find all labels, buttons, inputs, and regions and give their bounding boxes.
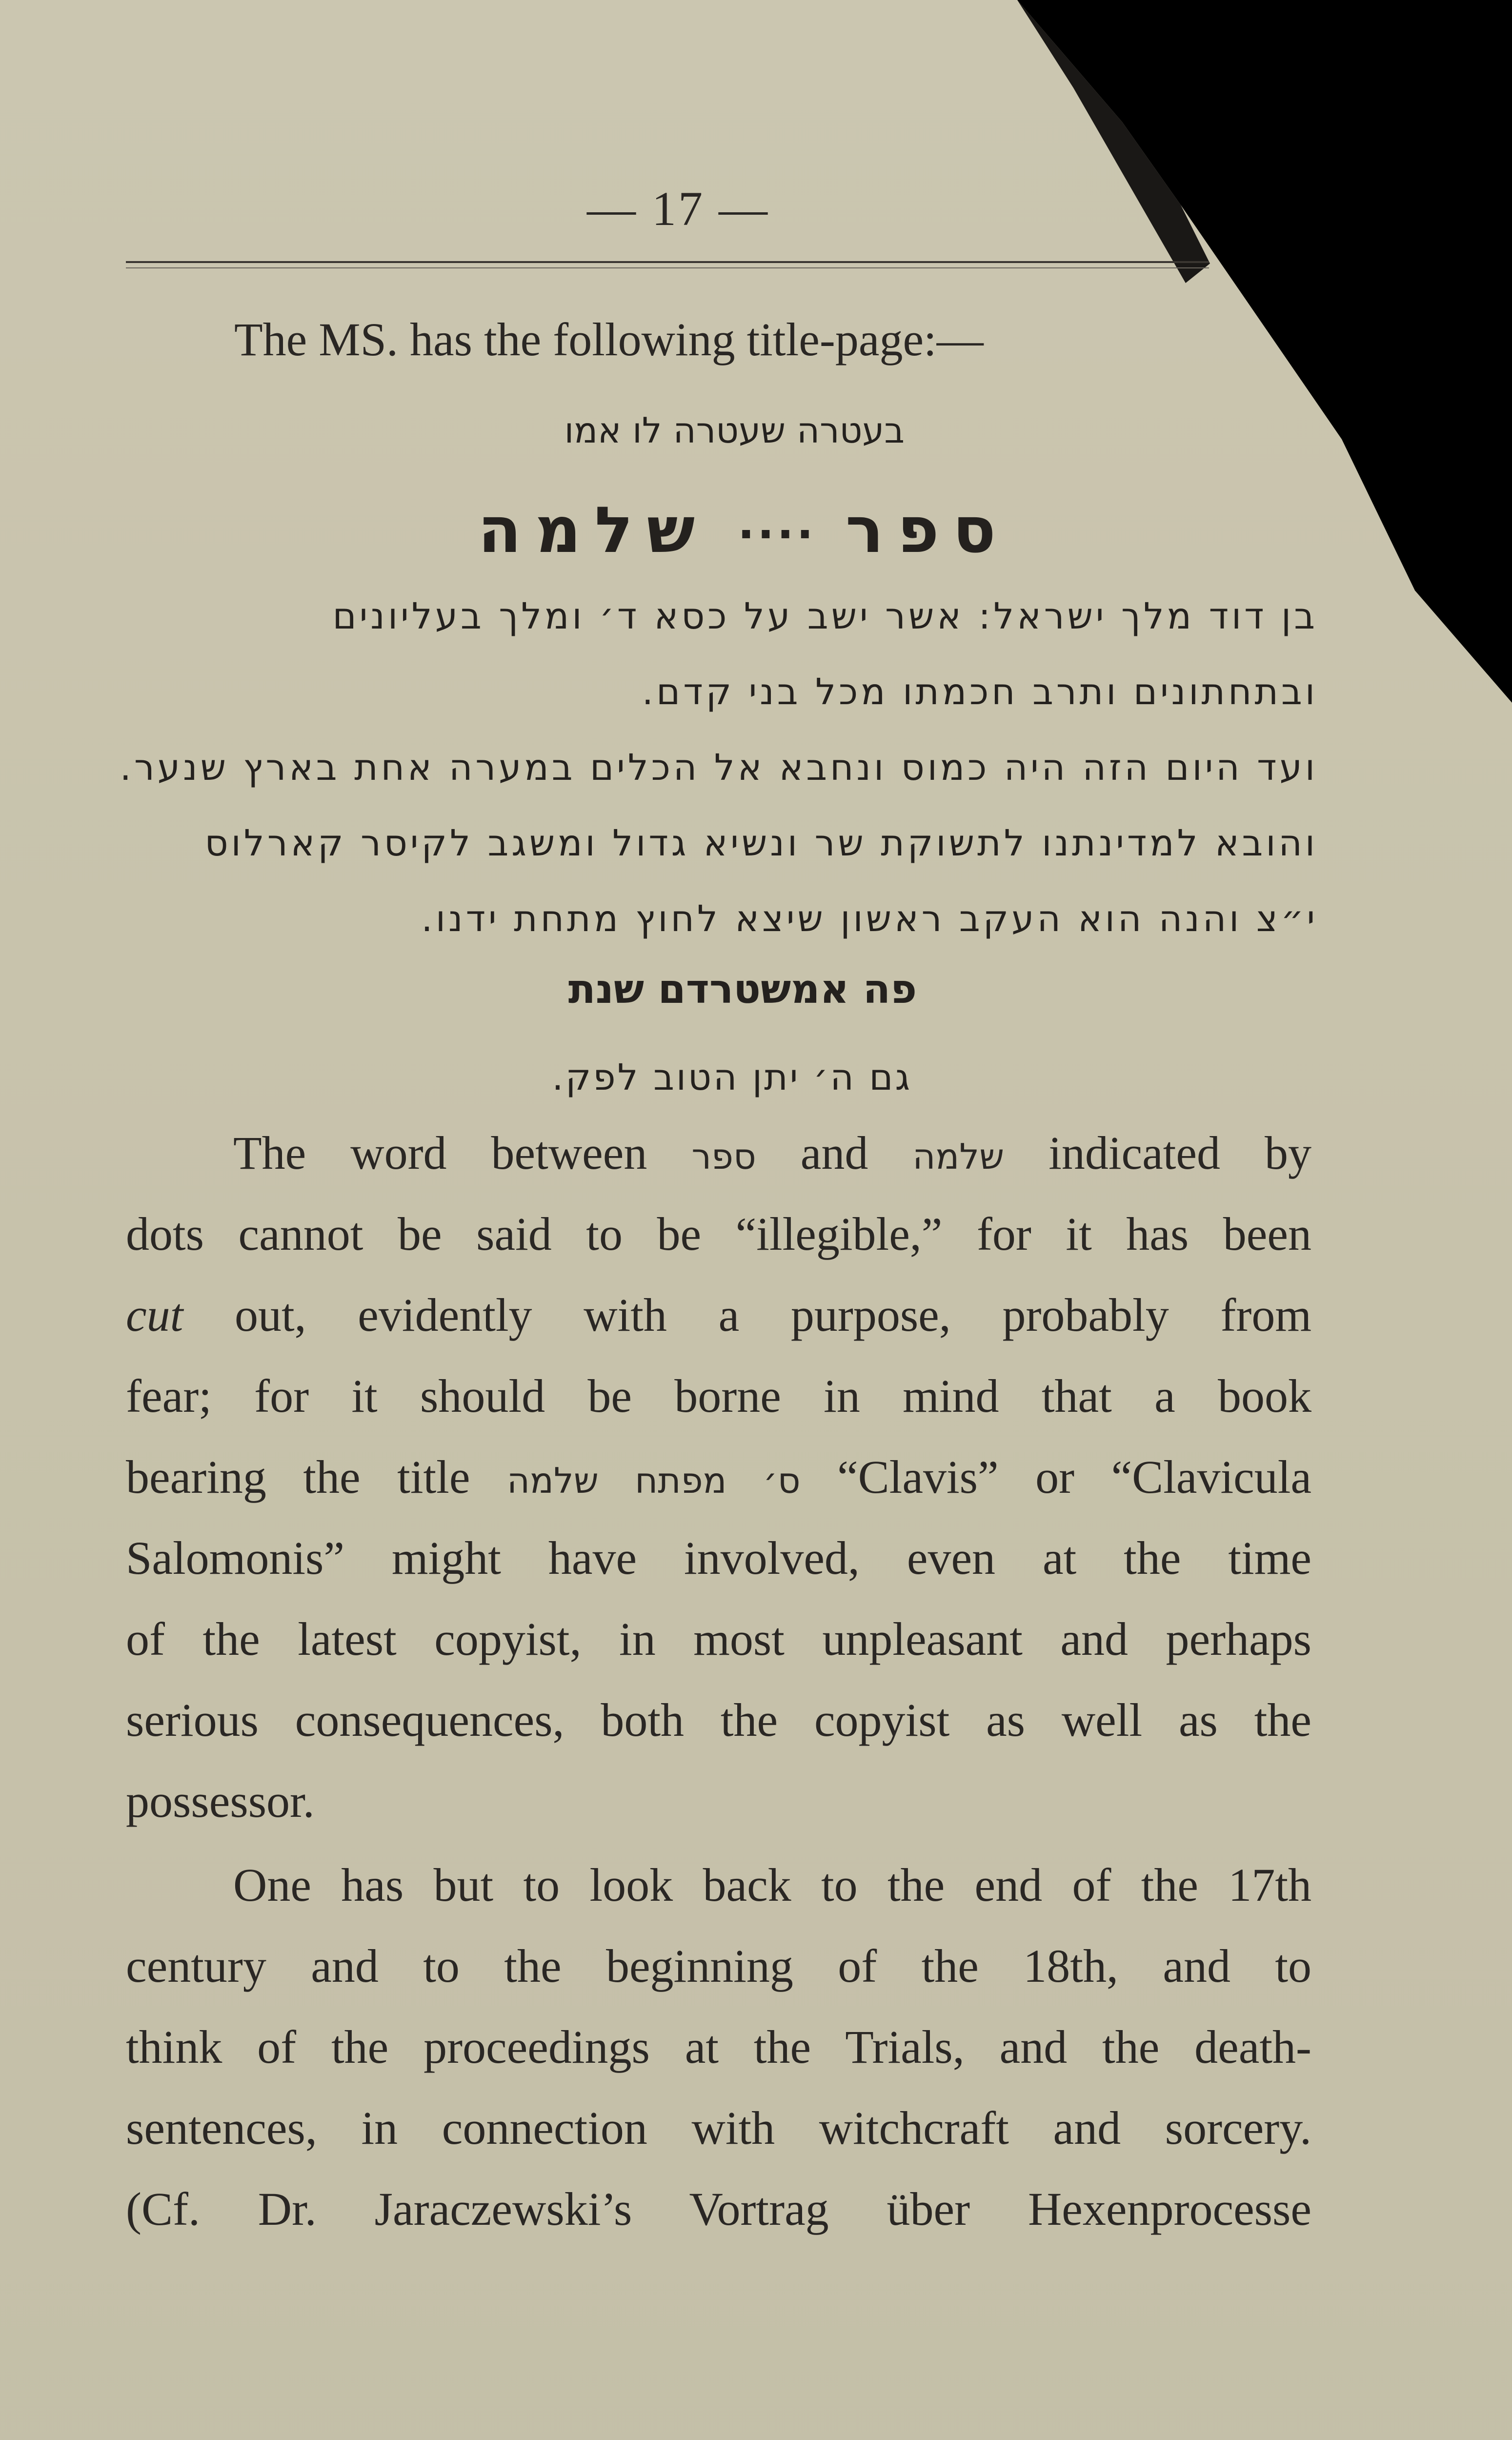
para1-line-3 [126, 1275, 1311, 1356]
para1-line-5 [126, 1437, 1311, 1518]
para1-line-2: dots cannot be said to be “illegible,” for it has been [126, 1208, 1311, 1260]
header-rule [126, 261, 1209, 263]
para1-text: “Clavis” or “Clavicula [837, 1451, 1312, 1503]
para1-line-7: of the latest copyist, in most unpleasant and perhaps [126, 1613, 1311, 1665]
hebrew-book-title [478, 493, 1009, 567]
para1-text: indicated by [1048, 1127, 1312, 1179]
para1-line-9: possessor. [126, 1775, 315, 1827]
para1-text: and [800, 1127, 868, 1179]
paragraph-1 [126, 1113, 1311, 1842]
italic-word-cut: cut [126, 1289, 183, 1341]
hebrew-imprint-year: גם ה׳ יתן הטוב לפק. [552, 1057, 912, 1098]
para1-text: bearing the title [126, 1451, 470, 1503]
header-rule-thin [126, 267, 1209, 268]
para1-text: The word between [233, 1127, 647, 1179]
hebrew-epigraph: בעטרה שעטרה לו אמו [564, 410, 905, 451]
hebrew-imprint-place: פה אמשטרדם שנת [568, 966, 917, 1013]
hebrew-title-word-sefer: ספר [845, 493, 1009, 567]
para1-line-4: fear; for it should be borne in mind that a book [126, 1370, 1311, 1422]
para2-line-4: sentences, in connection with witchcraft and sorcery. [126, 2102, 1311, 2154]
paragraph-2 [126, 1845, 1311, 2250]
hebrew-inline-mafteach: ס׳ מפתח שלמה [506, 1460, 801, 1501]
para2-line-5: (Cf. Dr. Jaraczewski’s Vortrag über Hexenprocesse [126, 2183, 1311, 2235]
para2-line-1: One has but to look back to the end of the 17th [233, 1859, 1311, 1911]
para1-text: out, evidently with a purpose, probably from [183, 1289, 1311, 1341]
hebrew-inline-shlomo: שלמה [912, 1136, 1005, 1177]
hebrew-line-1: בן דוד מלך ישראל: אשר ישב על כסא ד׳ ומלך בעליונים [332, 595, 1318, 637]
hebrew-inline-sefer: ספר [691, 1136, 756, 1177]
para1-line-8: serious consequences, both the copyist as well as the [126, 1694, 1311, 1746]
hebrew-title-word-shlomo: שלמה [478, 493, 709, 567]
hebrew-line-4: והובא למדינתנו לתשוקת שר ונשיא גדול ומשגב לקיסר קארלוס [204, 822, 1318, 864]
hebrew-title-dots: ···· [738, 508, 816, 560]
intro-line: The MS. has the following title-page:— [234, 313, 984, 366]
hebrew-line-3: ועד היום הזה היה כמוס ונחבא אל הכלים במערה אחת בארץ שנער. [120, 747, 1318, 789]
para2-line-2: century and to the beginning of the 18th, and to [126, 1940, 1311, 1992]
page-number: — 17 — [587, 182, 769, 236]
para1-line-6: Salomonis” might have involved, even at the time [126, 1532, 1311, 1584]
hebrew-line-5: י״צ והנה הוא העקב ראשון שיצא לחוץ מתחת ידנו. [421, 898, 1318, 940]
para2-line-3: think of the proceedings at the Trials, and the death- [126, 2021, 1311, 2073]
para1-line-1 [126, 1113, 1311, 1194]
hebrew-line-2: ובתחתונים ותרב חכמתו מכל בני קדם. [642, 671, 1318, 713]
